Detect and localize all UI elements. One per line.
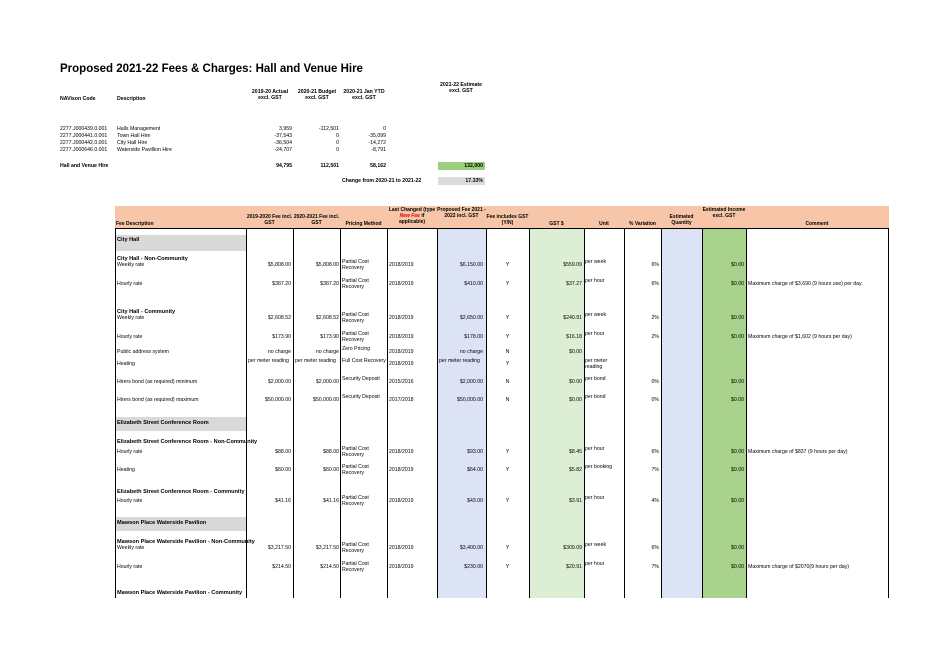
cell-variation: 4% xyxy=(651,498,659,504)
cell-income: $0.00 xyxy=(731,315,744,321)
cell-last: 2018/2019 xyxy=(389,361,414,367)
cell-comment: Maximum charge of $2070(9 hours per day) xyxy=(748,564,849,570)
cell-fee2020: $214.50 xyxy=(320,564,339,570)
cell-pricing: Partial Cost Recovery xyxy=(342,259,369,271)
header-quantity: Estimated Quantity xyxy=(669,214,694,226)
section-title: Mawson Place Waterside Pavilion - Community xyxy=(117,590,243,596)
cell-proposed: $230.00 xyxy=(464,564,483,570)
cell-unit: per meter reading xyxy=(585,358,608,370)
section-title: City Hall - Community xyxy=(117,309,176,315)
cell-gst-yn: Y xyxy=(505,498,510,504)
cell-gst: $8.45 xyxy=(569,449,582,455)
cell-fee2019: no charge xyxy=(267,349,291,355)
section-title: Mawson Place Waterside Pavilion xyxy=(117,520,207,526)
cell-gst: $0.00 xyxy=(569,349,582,355)
col-line-0 xyxy=(115,228,116,598)
cell-last: 2018/2019 xyxy=(389,467,414,473)
summary-cell-budget: 0 xyxy=(336,133,339,139)
cell-variation: 0% xyxy=(651,379,659,385)
cell-fee2020: $88.00 xyxy=(323,449,339,455)
header-new-fee-text: New Fee xyxy=(399,213,420,219)
cell-pricing: Partial Cost Recovery xyxy=(342,331,369,343)
summary-cell-budget: 0 xyxy=(336,140,339,146)
summary-cell-ytd: -35,099 xyxy=(368,133,386,139)
col-line-5 xyxy=(437,228,438,598)
cell-proposed: $3,400.00 xyxy=(459,545,483,551)
col-line-3 xyxy=(340,228,341,598)
summary-change-label: Change from 2020-21 to 2021-22 xyxy=(342,178,422,184)
summary-cell-code: 2277.J000442.0.001 xyxy=(60,140,108,146)
cell-income: $0.00 xyxy=(731,467,744,473)
cell-gst-yn: Y xyxy=(505,467,510,473)
cell-gst: $20.91 xyxy=(566,564,582,570)
cell-gst: $309.09 xyxy=(563,545,582,551)
cell-pricing: Security Deposit xyxy=(342,376,380,382)
cell-comment: Maximum charge of $837 (9 hours per day) xyxy=(748,449,848,455)
cell-last: 2018/2019 xyxy=(389,281,414,287)
summary-change-value: 17.33% xyxy=(465,178,483,184)
summary-cell-budget: 0 xyxy=(336,147,339,153)
summary-cell-code: 2277.J000646.0.001 xyxy=(60,147,108,153)
summary-cell-code: 2277.J000441.0.001 xyxy=(60,133,108,139)
cell-income: $0.00 xyxy=(731,449,744,455)
cell-gst-yn: Y xyxy=(505,449,510,455)
cell-income: $0.00 xyxy=(731,334,744,340)
summary-cell-description: Halls Management xyxy=(117,126,161,132)
cell-fee2019: $5,808.00 xyxy=(267,262,291,268)
summary-header-actual: 2019-20 Actual excl. GST xyxy=(251,89,289,101)
cell-income: $0.00 xyxy=(731,564,744,570)
summary-header-estimate: 2021-22 Estimate excl. GST xyxy=(439,82,483,94)
cell-comment: Maximum charge of $1,602 (9 hours per day) xyxy=(748,334,852,340)
cell-fee2020: no charge xyxy=(315,349,339,355)
cell-desc: Heating xyxy=(117,361,135,367)
cell-fee2020: $41.16 xyxy=(323,498,339,504)
cell-gst-yn: N xyxy=(505,379,510,385)
cell-desc: Hourly rate xyxy=(117,334,143,340)
cell-unit: per hour xyxy=(585,495,605,501)
cell-unit: per hour xyxy=(585,446,605,452)
summary-header-code: NAVison Code xyxy=(60,96,96,102)
header-proposed-fee: Proposed Fee 2021 - 2022 incl. GST xyxy=(437,207,486,219)
cell-income: $0.00 xyxy=(731,281,744,287)
header-unit: Unit xyxy=(599,221,609,227)
cell-desc: Hirers bond (as required) maximum xyxy=(117,397,199,403)
cell-proposed: $178.00 xyxy=(464,334,483,340)
section-title: City Hall - Non-Community xyxy=(117,256,188,262)
cell-income: $0.00 xyxy=(731,379,744,385)
section-title: Mawson Place Waterside Pavilion - Non-Community xyxy=(117,539,255,545)
cell-unit: per booking xyxy=(585,464,613,470)
cell-fee2019: $2,608.52 xyxy=(267,315,291,321)
summary-cell-description: Town Hall Hire xyxy=(117,133,151,139)
summary-header-budget: 2020-21 Budget excl. GST xyxy=(297,89,337,101)
cell-desc: Hourly rate xyxy=(117,449,143,455)
col-line-2 xyxy=(293,228,294,598)
cell-variation: 7% xyxy=(651,564,659,570)
cell-variation: 6% xyxy=(651,281,659,287)
cell-proposed: per meter reading xyxy=(439,358,480,364)
section-title: City Hall xyxy=(117,237,140,243)
header-variation: % Variation xyxy=(629,221,656,227)
summary-total-label: Hall and Venue Hire xyxy=(60,163,109,169)
header-fee-description: Fee Description xyxy=(116,221,154,227)
cell-variation: 0% xyxy=(651,397,659,403)
cell-proposed: $6,150.00 xyxy=(459,262,483,268)
cell-variation: 6% xyxy=(651,545,659,551)
summary-cell-budget: -112,501 xyxy=(318,126,339,132)
header-gst: GST $ xyxy=(549,221,564,227)
summary-cell-ytd: -8,791 xyxy=(371,147,386,153)
cell-last: 2018/2019 xyxy=(389,545,414,551)
section-title: Elizabeth Street Conference Room - Non-Community xyxy=(117,439,258,445)
cell-fee2020: $60.00 xyxy=(323,467,339,473)
header-last-changed-text: Last Changed (type xyxy=(388,207,436,213)
cell-fee2019: $50,000.00 xyxy=(265,397,291,403)
cell-gst: $3.91 xyxy=(569,498,582,504)
summary-cell-actual: -37,543 xyxy=(274,133,292,139)
cell-unit: per bond xyxy=(585,376,606,382)
cell-proposed: $93.00 xyxy=(467,449,483,455)
cell-gst-yn: Y xyxy=(505,334,510,340)
cell-gst-yn: Y xyxy=(505,315,510,321)
cell-proposed: $50,000.00 xyxy=(457,397,483,403)
fees-table xyxy=(115,206,889,598)
col-line-12 xyxy=(746,228,747,598)
cell-fee2020: $3,217.50 xyxy=(315,545,339,551)
summary-total-estimate: 132,000 xyxy=(464,163,483,169)
cell-unit: per week xyxy=(585,542,607,548)
cell-fee2020: $173.90 xyxy=(320,334,339,340)
cell-desc: Hourly rate xyxy=(117,498,143,504)
cell-last: 2018/2019 xyxy=(389,262,414,268)
cell-gst-yn: N xyxy=(505,397,510,403)
cell-last: 2017/2018 xyxy=(389,397,414,403)
cell-last: 2018/2019 xyxy=(389,334,414,340)
cell-pricing: Partial Cost Recovery xyxy=(342,561,369,573)
cell-proposed: $2,000.00 xyxy=(459,379,483,385)
cell-fee2019: $173.90 xyxy=(272,334,291,340)
col-line-13 xyxy=(888,228,889,598)
cell-proposed: $43.00 xyxy=(467,498,483,504)
cell-unit: per week xyxy=(585,259,607,265)
summary-cell-ytd: -14,272 xyxy=(368,140,386,146)
cell-unit: per hour xyxy=(585,278,605,284)
cell-desc: Hourly rate xyxy=(117,281,143,287)
header-border xyxy=(115,228,889,229)
cell-gst-yn: Y xyxy=(505,564,510,570)
cell-last: 2018/2019 xyxy=(389,315,414,321)
header-last-changed-suffix: if applicable) xyxy=(398,213,426,225)
cell-proposed: $2,650.00 xyxy=(459,315,483,321)
cell-last: 2015/2016 xyxy=(389,379,414,385)
header-fee-2019: 2019-2020 Fee incl. GST xyxy=(246,214,293,226)
cell-gst: $559.09 xyxy=(563,262,582,268)
cell-desc: Public address system xyxy=(117,349,169,355)
cell-desc: Hirers bond (as required) minimum xyxy=(117,379,198,385)
cell-desc: Weekly rate xyxy=(117,545,145,551)
cell-pricing: Full Cost Recovery xyxy=(342,358,386,364)
header-gst-yn: Fee includes GST (Y/N) xyxy=(486,214,529,226)
cell-fee2020: $387.20 xyxy=(320,281,339,287)
cell-fee2019: $88.00 xyxy=(275,449,291,455)
cell-unit: per bond xyxy=(585,394,606,400)
cell-last: 2018/2019 xyxy=(389,349,414,355)
summary-total-ytd: 58,162 xyxy=(370,163,386,169)
summary-cell-actual: 3,959 xyxy=(279,126,292,132)
cell-gst: $16.18 xyxy=(566,334,582,340)
summary-header-ytd: 2020-21 Jan YTD excl. GST xyxy=(343,89,385,101)
cell-fee2020: per meter reading xyxy=(295,358,336,364)
summary-cell-ytd: 0 xyxy=(383,126,386,132)
cell-proposed: $410.00 xyxy=(464,281,483,287)
header-income: Estimated Income excl. GST xyxy=(702,207,746,219)
cell-pricing: Partial Cost Recovery xyxy=(342,464,369,476)
cell-pricing: Partial Cost Recovery xyxy=(342,495,369,507)
cell-unit: per hour xyxy=(585,561,605,567)
cell-gst: $240.91 xyxy=(563,315,582,321)
cell-pricing: Partial Cost Recovery xyxy=(342,446,369,458)
cell-variation: 2% xyxy=(651,334,659,340)
cell-variation: 6% xyxy=(651,262,659,268)
cell-unit: per week xyxy=(585,312,607,318)
header-pricing-method: Pricing Method xyxy=(345,221,382,227)
col-line-7 xyxy=(529,228,530,598)
cell-fee2019: $214.50 xyxy=(272,564,291,570)
cell-variation: 6% xyxy=(651,449,659,455)
cell-variation: 2% xyxy=(651,315,659,321)
cell-fee2020: $50,000.00 xyxy=(313,397,339,403)
section-title: Elizabeth Street Conference Room - Community xyxy=(117,489,245,495)
col-line-11 xyxy=(702,228,703,598)
cell-gst-yn: N xyxy=(505,349,510,355)
cell-last: 2018/2019 xyxy=(389,449,414,455)
cell-fee2019: per meter reading xyxy=(248,358,289,364)
summary-cell-description: City Hall Hire xyxy=(117,140,148,146)
cell-pricing: Partial Cost Recovery xyxy=(342,278,369,290)
summary-header-description: Description xyxy=(117,96,146,102)
cell-pricing: Partial Cost Recovery xyxy=(342,312,369,324)
header-last-changed xyxy=(387,207,437,225)
cell-gst: $0.00 xyxy=(569,379,582,385)
cell-fee2020: $2,608.52 xyxy=(315,315,339,321)
cell-gst: $5.82 xyxy=(569,467,582,473)
cell-proposed: no charge xyxy=(459,349,483,355)
cell-desc: Hourly rate xyxy=(117,564,143,570)
cell-gst-yn: Y xyxy=(505,281,510,287)
cell-fee2019: $387.20 xyxy=(272,281,291,287)
cell-gst-yn: Y xyxy=(505,262,510,268)
cell-income: $0.00 xyxy=(731,498,744,504)
summary-total-actual: 94,795 xyxy=(276,163,292,169)
cell-income: $0.00 xyxy=(731,262,744,268)
cell-unit: per hour xyxy=(585,331,605,337)
cell-proposed: $64.00 xyxy=(467,467,483,473)
summary-cell-actual: -36,504 xyxy=(274,140,292,146)
section-title: Elizabeth Street Conference Room xyxy=(117,420,209,426)
header-fee-2020: 2020-2021 Fee incl. GST xyxy=(293,214,340,226)
cell-variation: 7% xyxy=(651,467,659,473)
summary-cell-actual: -24,707 xyxy=(274,147,292,153)
cell-comment: Maximum charge of $3,690 (9 hours use) per day. xyxy=(748,281,863,287)
cell-fee2020: $5,808.00 xyxy=(315,262,339,268)
cell-desc: Weekly rate xyxy=(117,315,145,321)
cell-fee2019: $2,000.00 xyxy=(267,379,291,385)
cell-fee2019: $3,217.50 xyxy=(267,545,291,551)
summary-total-budget: 112,501 xyxy=(320,163,339,169)
cell-gst-yn: Y xyxy=(505,545,510,551)
summary-cell-description: Waterside Pavillion Hire xyxy=(117,147,172,153)
cell-pricing: Partial Cost Recovery xyxy=(342,542,369,554)
cell-fee2020: $2,000.00 xyxy=(315,379,339,385)
page-title: Proposed 2021-22 Fees & Charges: Hall and Venue Hire xyxy=(60,63,363,75)
cell-income: $0.00 xyxy=(731,397,744,403)
cell-desc: Weekly rate xyxy=(117,262,145,268)
cell-income: $0.00 xyxy=(731,545,744,551)
cell-fee2019: $60.00 xyxy=(275,467,291,473)
header-comment: Comment xyxy=(805,221,829,227)
cell-gst: $0.00 xyxy=(569,397,582,403)
col-line-10 xyxy=(661,228,662,598)
cell-pricing: Zero Pricing xyxy=(342,346,370,352)
quantity-column-shade xyxy=(661,228,702,598)
cell-gst: $37.27 xyxy=(566,281,582,287)
col-line-4 xyxy=(387,228,388,598)
cell-last: 2018/2019 xyxy=(389,498,414,504)
cell-gst-yn: Y xyxy=(505,361,510,367)
summary-cell-code: 2277.J000439.0.001 xyxy=(60,126,108,132)
cell-pricing: Security Deposit xyxy=(342,394,380,400)
cell-desc: Heating xyxy=(117,467,135,473)
cell-last: 2018/2019 xyxy=(389,564,414,570)
cell-fee2019: $41.16 xyxy=(275,498,291,504)
